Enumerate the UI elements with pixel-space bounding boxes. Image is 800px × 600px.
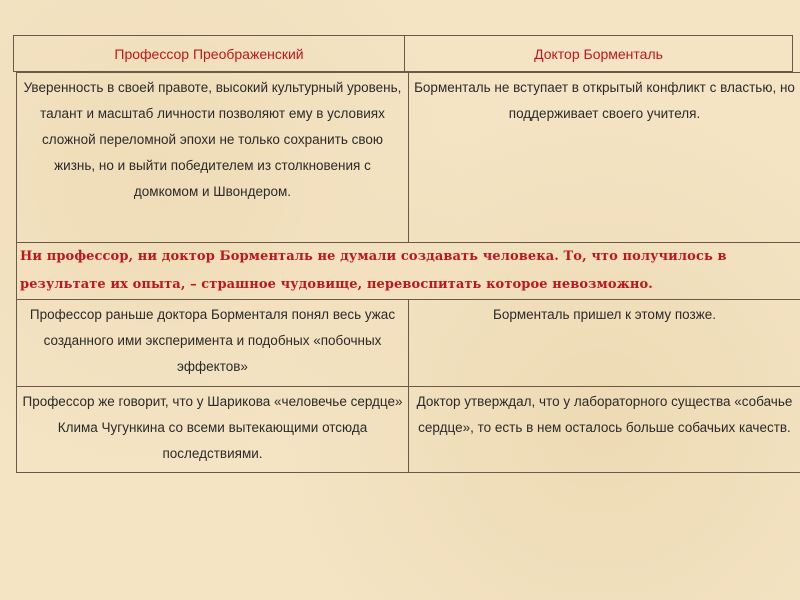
header-professor-preobrazhensky: Профессор Преображенский	[14, 36, 405, 71]
cell-professor-human-heart: Профессор же говорит, что у Шарикова «человечье сердце» Клима Чугункина со всеми вытекающими отсюда последствиями.	[17, 387, 409, 473]
cell-bormental-no-conflict: Борменталь не вступает в открытый конфликт с властью, но поддерживает своего учителя.	[409, 73, 800, 243]
header-doctor-bormental: Доктор Борменталь	[534, 45, 663, 62]
cell-shared-conclusion: Ни профессор, ни доктор Борменталь не думали создавать человека. То, что получилось в результате их опыта, – страшное чудовище, перевоспитать которое невозможно.	[17, 243, 800, 300]
cell-professor-confidence: Уверенность в своей правоте, высокий культурный уровень, талант и масштаб личности позволяют ему в условиях сложной переломной эпохи не только сохранить свою жизнь, но и выйти победителем из столкновения с домкомом и Швондером.	[17, 73, 409, 243]
comparison-table	[16, 72, 800, 473]
cell-professor-realized-first: Профессор раньше доктора Борменталя понял весь ужас созданного ими эксперимента и подобных «побочных эффектов»	[17, 300, 409, 387]
table-row	[17, 73, 800, 243]
table-row	[17, 387, 800, 473]
cell-doctor-dog-heart: Доктор утверждал, что у лабораторного существа «собачье сердце», то есть в нем осталось больше собачьих качеств.	[409, 387, 800, 473]
comparison-header	[13, 35, 793, 72]
table-row	[17, 300, 800, 387]
cell-bormental-realized-later: Борменталь пришел к этому позже.	[409, 300, 800, 387]
table-row	[17, 243, 800, 300]
